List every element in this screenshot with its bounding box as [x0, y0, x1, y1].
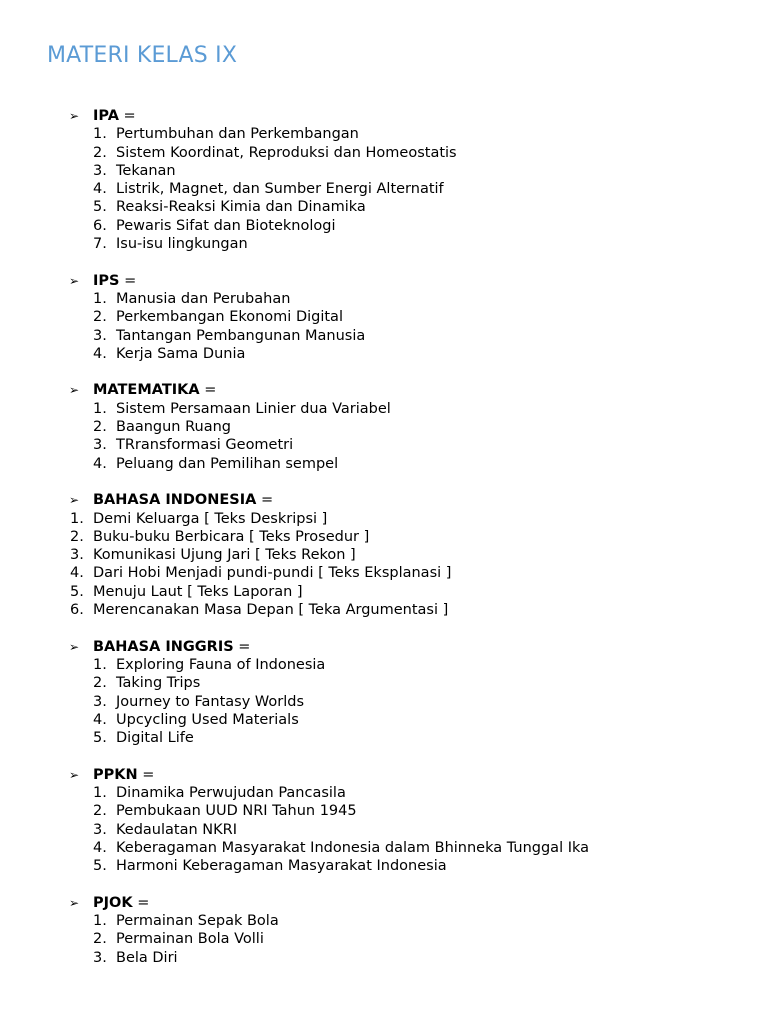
- subject-name: PPKN: [93, 766, 138, 783]
- list-item: [0, 546, 768, 564]
- list-item-text: Merencanakan Masa Depan [ Teka Argumentasi ]: [93, 602, 449, 619]
- list-item: [0, 784, 768, 802]
- list-item-number: 1.: [93, 656, 107, 673]
- list-item-number: 1.: [70, 510, 84, 527]
- list-item-text: Sistem Persamaan Linier dua Variabel: [116, 400, 391, 417]
- list-item: [0, 674, 768, 692]
- subject-name: PJOK: [93, 894, 133, 911]
- list-item-text: Taking Trips: [116, 675, 201, 692]
- list-item: [0, 290, 768, 308]
- arrowhead-bullet-icon: ➢: [69, 273, 80, 288]
- list-item: [0, 125, 768, 143]
- subject-name: BAHASA INDONESIA: [93, 492, 257, 509]
- subject-equals: =: [137, 766, 155, 783]
- list-item-number: 4.: [93, 345, 107, 362]
- list-item-number: 4.: [70, 565, 84, 582]
- subject-equals: =: [132, 894, 150, 911]
- arrowhead-bullet-icon: ➢: [69, 493, 80, 508]
- subject-heading-text: [93, 381, 216, 399]
- list-item: [0, 455, 768, 473]
- subject-section: [0, 107, 768, 253]
- list-item: [0, 436, 768, 454]
- list-item-number: 3.: [93, 437, 107, 454]
- list-item-number: 6.: [93, 217, 107, 234]
- list-item-number: 3.: [93, 327, 107, 344]
- list-item-text: Kerja Sama Dunia: [116, 345, 246, 362]
- list-item-text: Upcycling Used Materials: [116, 711, 299, 728]
- list-item: [0, 857, 768, 875]
- list-item-number: 1.: [93, 913, 107, 930]
- list-item-number: 3.: [93, 693, 107, 710]
- list-item-text: Exploring Fauna of Indonesia: [116, 656, 326, 673]
- list-item: [0, 162, 768, 180]
- list-item-number: 3.: [93, 162, 107, 179]
- list-item-number: 6.: [70, 602, 84, 619]
- list-item-text: Baangun Ruang: [116, 419, 231, 436]
- list-item-text: Isu-isu lingkungan: [116, 236, 248, 253]
- list-item-number: 4.: [93, 711, 107, 728]
- list-item-number: 5.: [93, 730, 107, 747]
- subject-name: BAHASA INGGRIS: [93, 638, 234, 655]
- list-item-text: Buku-buku Berbicara [ Teks Prosedur ]: [93, 528, 370, 545]
- list-item: [0, 912, 768, 930]
- list-item-text: Komunikasi Ujung Jari [ Teks Rekon ]: [93, 547, 356, 564]
- subject-equals: =: [233, 638, 251, 655]
- list-item-text: Permainan Sepak Bola: [116, 913, 279, 930]
- subject-heading-text: [93, 766, 154, 784]
- list-item: [0, 198, 768, 216]
- subject-section: [0, 491, 768, 619]
- list-item: [0, 327, 768, 345]
- subject-heading: [0, 107, 768, 125]
- page-title: MATERI KELAS IX: [47, 43, 238, 68]
- list-item: [0, 180, 768, 198]
- list-item: [0, 839, 768, 857]
- list-item-number: 3.: [93, 949, 107, 966]
- list-item-number: 7.: [93, 236, 107, 253]
- subject-heading: [0, 272, 768, 290]
- subject-section: [0, 638, 768, 748]
- list-item: [0, 821, 768, 839]
- subject-name: IPA: [93, 108, 119, 124]
- arrowhead-bullet-icon: ➢: [69, 767, 80, 782]
- list-item-text: Journey to Fantasy Worlds: [116, 693, 305, 710]
- list-item: [0, 235, 768, 253]
- list-item-number: 1.: [93, 784, 107, 801]
- arrowhead-bullet-icon: ➢: [69, 895, 80, 910]
- list-item-number: 4.: [93, 839, 107, 856]
- list-item-text: Keberagaman Masyarakat Indonesia dalam Bhinneka Tunggal Ika: [116, 839, 590, 856]
- list-item-number: 3.: [93, 821, 107, 838]
- list-item-text: Tantangan Pembangunan Manusia: [116, 327, 366, 344]
- subject-heading-text: [93, 638, 250, 656]
- subject-heading: [0, 638, 768, 656]
- subject-section: [0, 894, 768, 967]
- list-item-text: TRransformasi Geometri: [116, 437, 294, 454]
- list-item-number: 3.: [70, 547, 84, 564]
- list-item-text: Peluang dan Pemilihan sempel: [116, 455, 339, 472]
- list-item-text: Demi Keluarga [ Teks Deskripsi ]: [93, 510, 328, 527]
- list-item-number: 1.: [93, 290, 107, 307]
- subject-heading-text: [93, 491, 273, 509]
- list-item: [0, 583, 768, 601]
- list-item-text: Manusia dan Perubahan: [116, 290, 291, 307]
- list-item: [0, 418, 768, 436]
- list-item: [0, 601, 768, 619]
- subject-name: MATEMATIKA: [93, 382, 200, 399]
- list-item: [0, 528, 768, 546]
- list-item: [0, 308, 768, 326]
- subject-section: [0, 381, 768, 472]
- document-body: [0, 107, 768, 985]
- list-item-number: 4.: [93, 455, 107, 472]
- list-item-text: Sistem Koordinat, Reproduksi dan Homeostatis: [116, 144, 457, 161]
- list-item-text: Harmoni Keberagaman Masyarakat Indonesia: [116, 858, 447, 875]
- subject-section: [0, 766, 768, 876]
- list-item-number: 1.: [93, 126, 107, 143]
- list-item: [0, 711, 768, 729]
- list-item-number: 5.: [70, 583, 84, 600]
- subject-heading: [0, 491, 768, 509]
- arrowhead-bullet-icon: ➢: [69, 639, 80, 654]
- subject-equals: =: [118, 108, 136, 124]
- list-item-number: 2.: [93, 419, 107, 436]
- subject-name: IPS: [93, 272, 120, 289]
- subject-heading-text: [93, 107, 136, 125]
- subject-equals: =: [256, 492, 274, 509]
- arrowhead-bullet-icon: ➢: [69, 383, 80, 398]
- list-item-number: 5.: [93, 858, 107, 875]
- list-item-number: 2.: [70, 528, 84, 545]
- list-item: [0, 656, 768, 674]
- list-item-text: Digital Life: [116, 730, 194, 747]
- arrowhead-bullet-icon: ➢: [69, 109, 80, 123]
- list-item-text: Dinamika Perwujudan Pancasila: [116, 784, 346, 801]
- list-item-number: 4.: [93, 181, 107, 198]
- list-item: [0, 564, 768, 582]
- list-item: [0, 510, 768, 528]
- subject-heading: [0, 894, 768, 912]
- list-item: [0, 217, 768, 235]
- list-item-text: Reaksi-Reaksi Kimia dan Dinamika: [116, 199, 366, 216]
- list-item-number: 2.: [93, 675, 107, 692]
- list-item-text: Menuju Laut [ Teks Laporan ]: [93, 583, 303, 600]
- list-item-text: Pewaris Sifat dan Bioteknologi: [116, 217, 336, 234]
- subject-heading: [0, 381, 768, 399]
- list-item-text: Listrik, Magnet, dan Sumber Energi Alternatif: [116, 181, 444, 198]
- list-item-text: Kedaulatan NKRI: [116, 821, 237, 838]
- list-item-number: 1.: [93, 400, 107, 417]
- list-item-text: Tekanan: [116, 162, 176, 179]
- list-item-number: 2.: [93, 803, 107, 820]
- list-item-text: Pertumbuhan dan Perkembangan: [116, 126, 359, 143]
- list-item-text: Perkembangan Ekonomi Digital: [116, 309, 343, 326]
- list-item-text: Bela Diri: [116, 949, 178, 966]
- list-item: [0, 729, 768, 747]
- list-item-number: 2.: [93, 309, 107, 326]
- list-item-text: Pembukaan UUD NRI Tahun 1945: [116, 803, 357, 820]
- list-item: [0, 693, 768, 711]
- list-item: [0, 949, 768, 967]
- list-item-number: 2.: [93, 931, 107, 948]
- subject-heading-text: [93, 894, 149, 912]
- list-item-number: 2.: [93, 144, 107, 161]
- list-item: [0, 400, 768, 418]
- subject-section: [0, 272, 768, 363]
- list-item-text: Dari Hobi Menjadi pundi-pundi [ Teks Eksplanasi ]: [93, 565, 452, 582]
- subject-heading: [0, 766, 768, 784]
- list-item: [0, 802, 768, 820]
- subject-heading-text: [93, 272, 136, 290]
- list-item: [0, 345, 768, 363]
- list-item: [0, 930, 768, 948]
- subject-equals: =: [199, 382, 217, 399]
- subject-equals: =: [119, 272, 137, 289]
- list-item-text: Permainan Bola Volli: [116, 931, 264, 948]
- list-item-number: 5.: [93, 199, 107, 216]
- list-item: [0, 144, 768, 162]
